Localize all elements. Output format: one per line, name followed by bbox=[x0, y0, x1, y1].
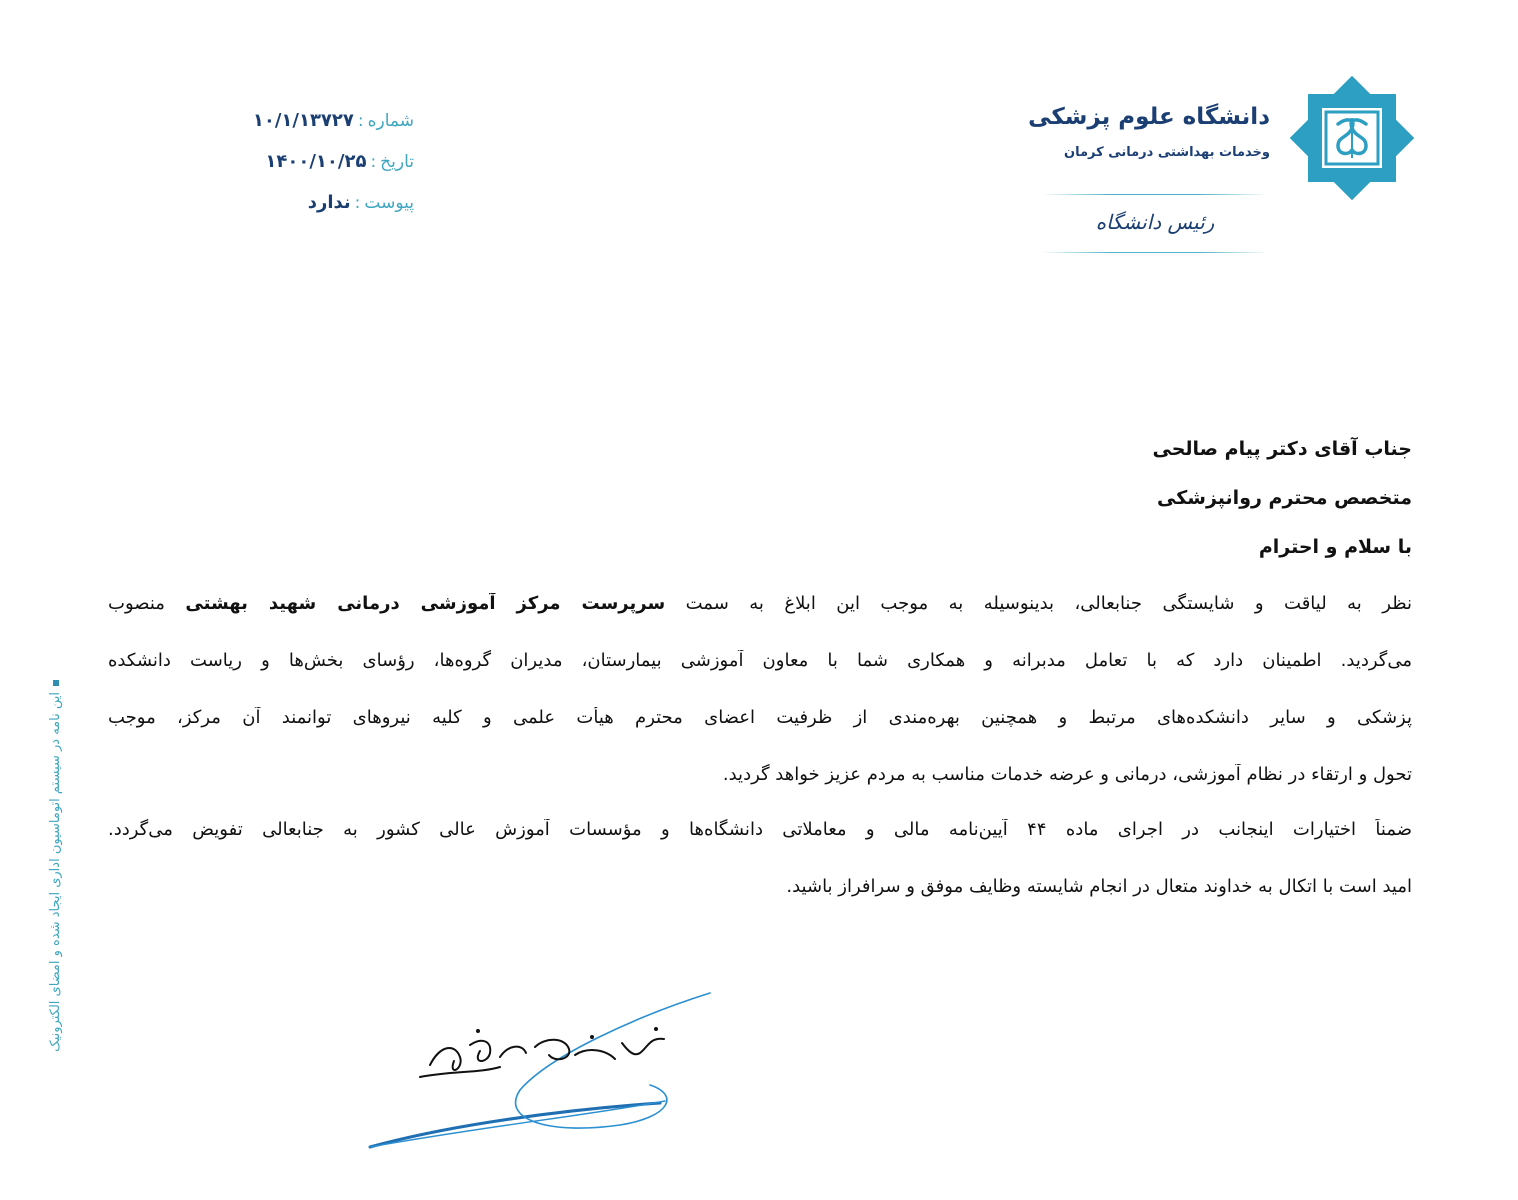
bullet-icon bbox=[53, 680, 59, 686]
body-line: امید است با اتکال به خداوند متعال در انجام شایسته وظایف موفق و سرافراز باشید. bbox=[786, 876, 1412, 897]
separator: : bbox=[357, 111, 364, 131]
letter-date-label: تاریخ bbox=[380, 152, 414, 172]
appointment-title: سرپرست مرکز آموزشی درمانی شهید بهشتی bbox=[185, 593, 666, 614]
signature bbox=[360, 985, 720, 1155]
electronic-signature-note bbox=[48, 680, 63, 1200]
addressee-name: جناب آقای دکتر پیام صالحی bbox=[1152, 438, 1412, 460]
body-line: پزشکی و سایر دانشکده‌های مرتبط و همچنین بهره‌مندی از ظرفیت اعضای محترم هیأت علمی و کلیه نیروهای توانمند آن مرکز، موجب bbox=[108, 707, 1412, 728]
letter-date-value: ۱۴۰۰/۱۰/۲۵ bbox=[265, 151, 367, 172]
body-line bbox=[108, 593, 1412, 614]
university-name: دانشگاه علوم پزشکی bbox=[1028, 104, 1270, 130]
letter-attachment-value: ندارد bbox=[307, 192, 351, 213]
addressee-title: متخصص محترم روانپزشکی bbox=[1157, 487, 1412, 509]
separator: : bbox=[354, 193, 361, 213]
separator: : bbox=[370, 152, 377, 172]
side-note-text: این نامه در سیستم اتوماسیون اداری ایجاد شده و امضای الکترونیک bbox=[48, 692, 63, 1052]
body-line: تحول و ارتقاء در نظام آموزشی، درمانی و عرضه خدمات مناسب به مردم عزیز خواهد گردید. bbox=[722, 764, 1412, 785]
body-text: نظر به لیاقت و شایستگی جنابعالی، بدینوسیله به موجب این ابلاغ به سمت bbox=[685, 593, 1412, 614]
greeting: با سلام و احترام bbox=[1258, 536, 1412, 558]
letterhead-divider bbox=[1042, 252, 1268, 253]
university-subtitle: وخدمات بهداشتی درمانی کرمان bbox=[1064, 145, 1270, 160]
letter-number-label: شماره bbox=[367, 111, 414, 131]
office-title: رئیس دانشگاه bbox=[1095, 210, 1215, 234]
letter-attachment bbox=[150, 192, 414, 213]
letter-date bbox=[150, 151, 414, 172]
letter-attachment-label: پیوست bbox=[364, 193, 414, 213]
letter-number-value: ۱۰/۱/۱۳۷۲۷ bbox=[252, 110, 354, 131]
letter-number bbox=[150, 110, 414, 131]
letterhead-divider bbox=[1042, 194, 1268, 195]
body-text: منصوب bbox=[108, 593, 165, 614]
body-line: ضمناً اختیارات اینجانب در اجرای ماده ۴۴ آیین‌نامه مالی و معاملاتی دانشگاه‌ها و مؤسسات آموزش عالی کشور به جنابعالی تفویض می‌گردد. bbox=[108, 819, 1412, 840]
body-line: می‌گردید. اطمینان دارد که با تعامل مدبرانه و همکاری شما با معاون آموزشی بیمارستان، مدیران گروه‌ها، رؤسای بخش‌ها و ریاست دانشکده bbox=[108, 650, 1412, 671]
university-emblem-icon bbox=[1290, 76, 1414, 200]
